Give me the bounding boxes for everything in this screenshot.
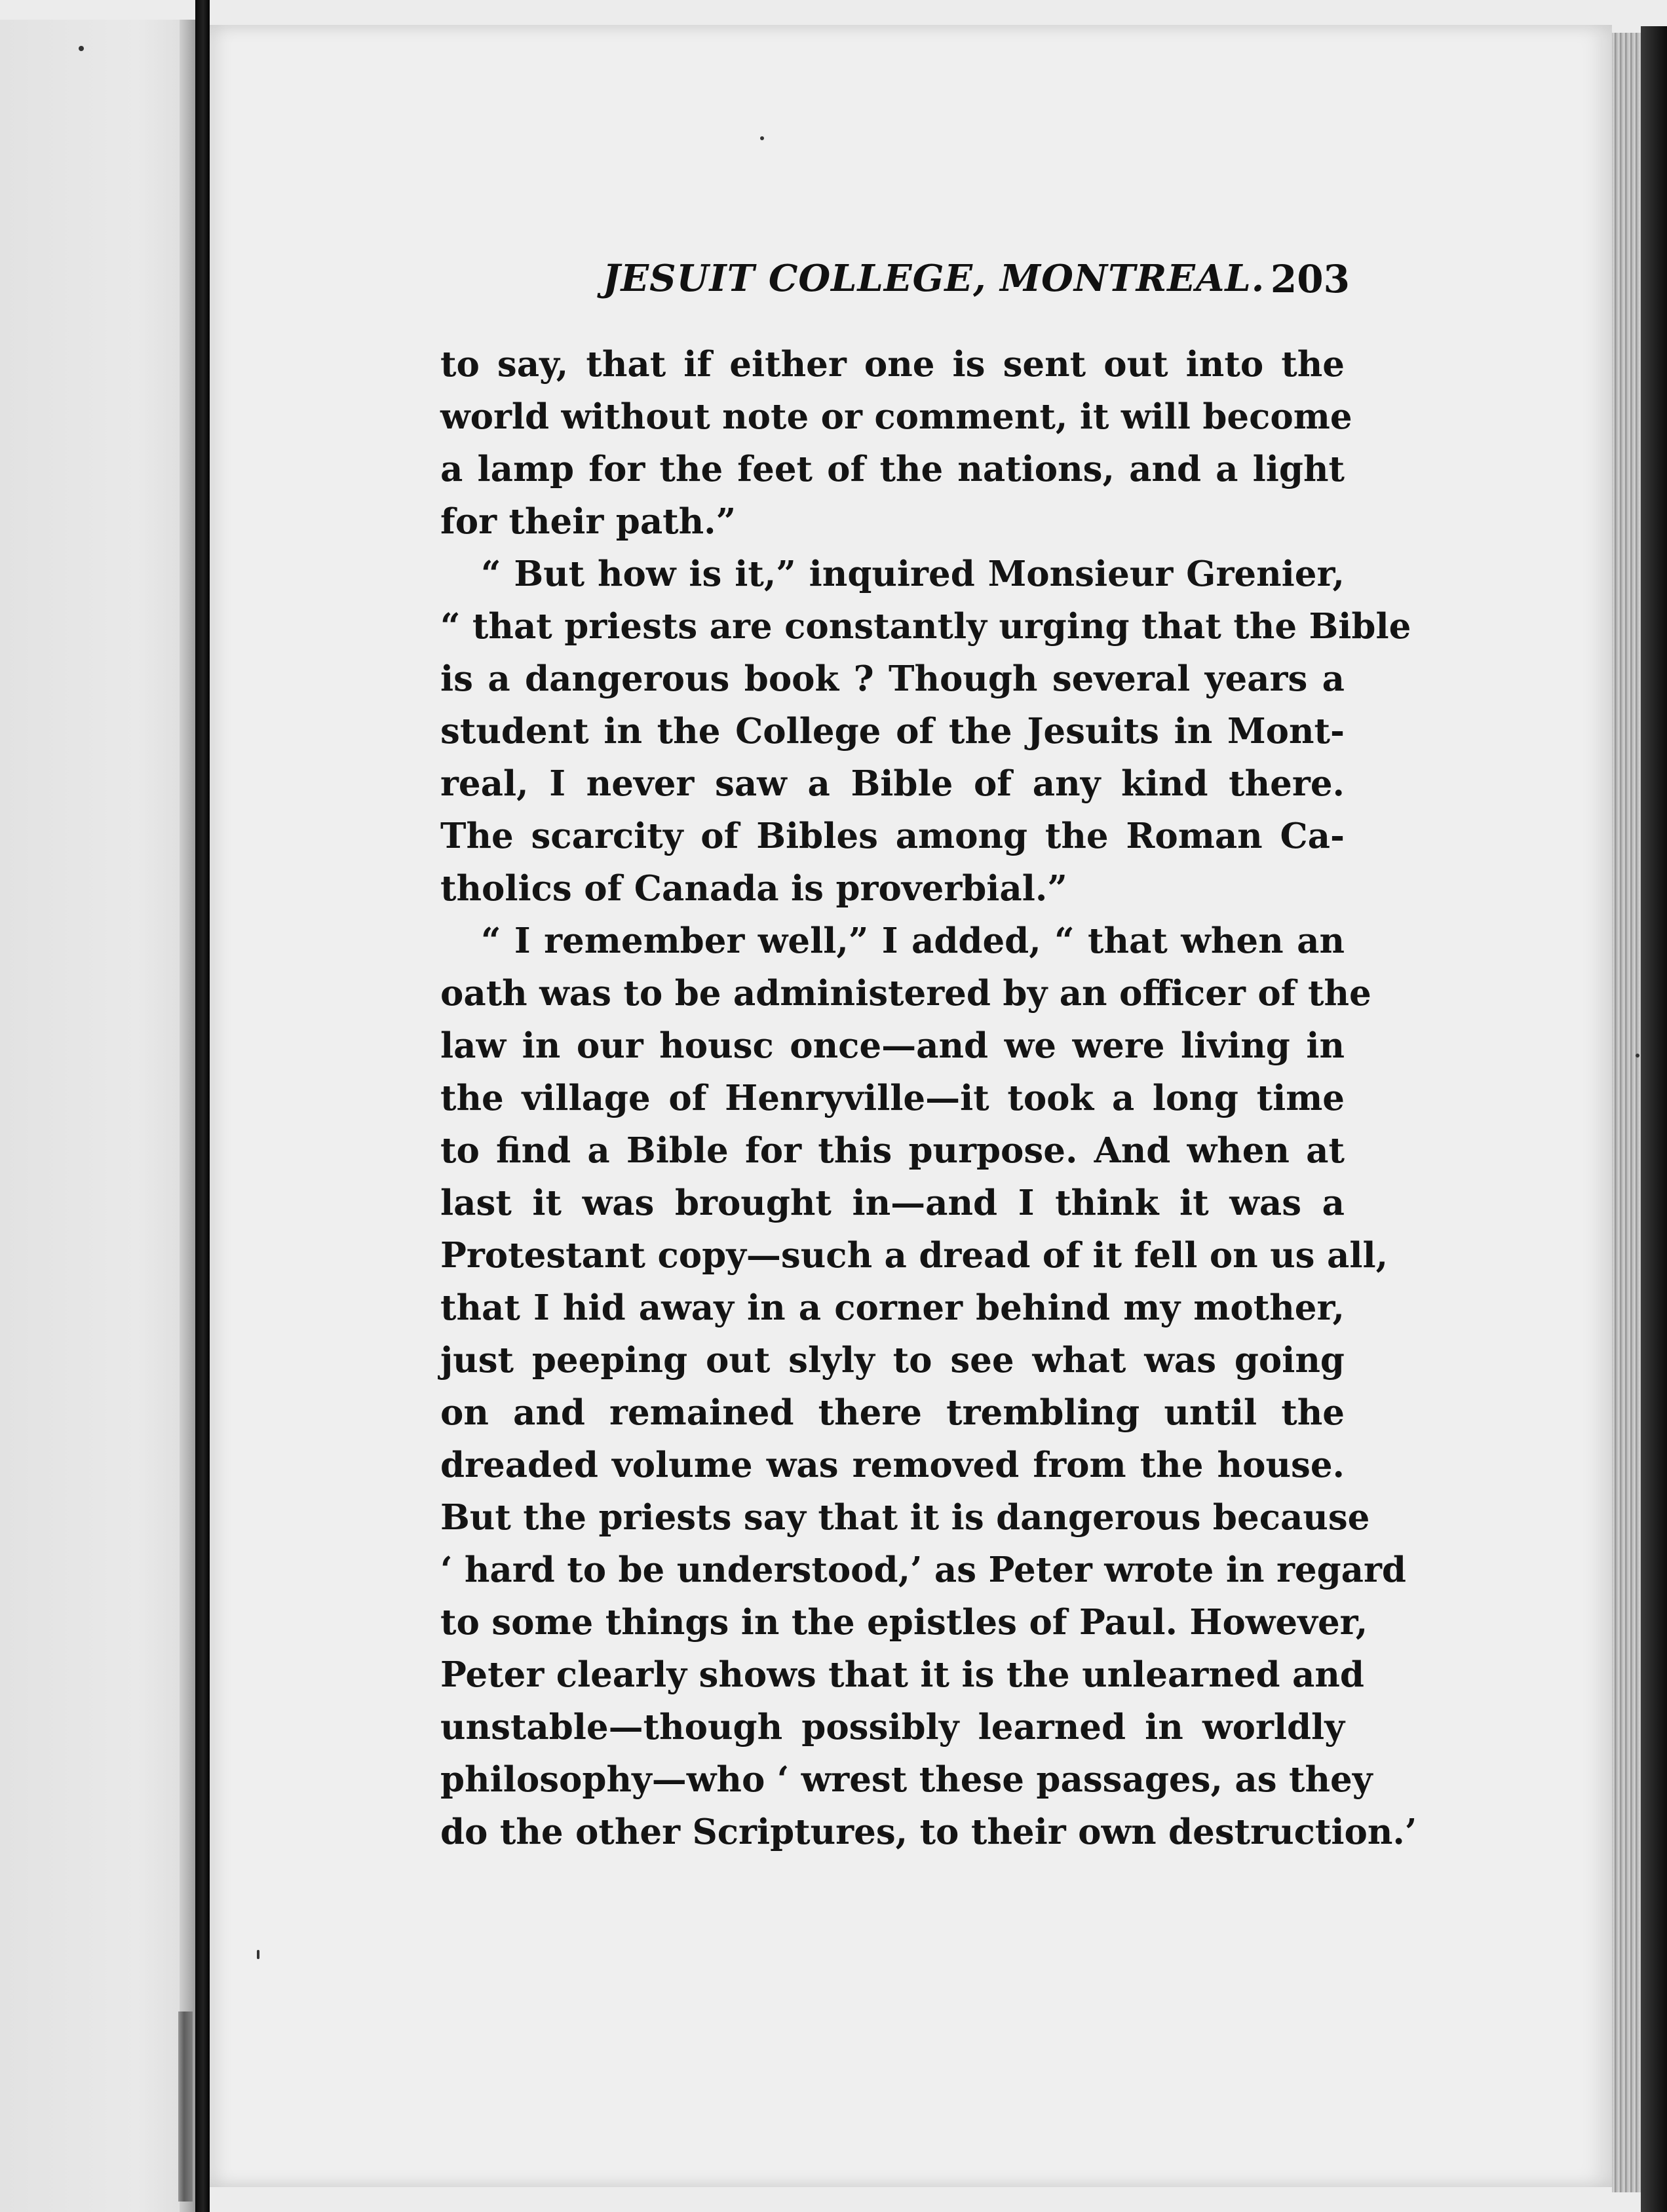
text-line: dreaded volume was removed from the house.: [440, 1445, 1345, 1485]
text-line: Peter clearly shows that it is the unlearned and: [440, 1654, 1364, 1695]
text-line: the village of Henryville—it took a long time: [440, 1078, 1345, 1118]
text-line: oath was to be administered by an officer of the: [440, 973, 1371, 1014]
book-binding: [195, 0, 210, 2212]
text-line: do the other Scriptures, to their own destruction.’: [440, 1812, 1417, 1852]
ink-speck: [1636, 1054, 1639, 1058]
text-line: to some things in the epistles of Paul. However,: [440, 1602, 1368, 1643]
text-line: just peeping out slyly to see what was going: [440, 1340, 1345, 1381]
running-title: JESUIT COLLEGE, MONTREAL.: [603, 257, 1265, 300]
binding-tear: [178, 2012, 193, 2202]
text-line: on and remained there trembling until the: [440, 1392, 1345, 1433]
text-line: unstable—though possibly learned in worldly: [440, 1707, 1345, 1747]
text-line: philosophy—who ‘ wrest these passages, as they: [440, 1759, 1373, 1800]
text-line: “ I remember well,” I added, “ that when an: [481, 921, 1345, 961]
text-line: tholics of Canada is proverbial.”: [440, 868, 1067, 909]
book-cover-edge: [1641, 26, 1667, 2212]
text-line: “ But how is it,” inquired Monsieur Grenier,: [481, 554, 1345, 594]
text-line: is a dangerous book ? Though several years a: [440, 658, 1345, 699]
text-line: last it was brought in—and I think it was a: [440, 1183, 1345, 1223]
text-line: Protestant copy—such a dread of it fell on us all,: [440, 1235, 1389, 1276]
text-line: But the priests say that it is dangerous because: [440, 1497, 1370, 1538]
previous-page-edge: [0, 20, 197, 2212]
text-line: for their path.”: [440, 501, 737, 542]
text-line: ‘ hard to be understood,’ as Peter wrote in regard: [440, 1550, 1406, 1590]
text-line: a lamp for the feet of the nations, and a light: [440, 449, 1345, 489]
ink-speck: [257, 1950, 259, 1959]
text-line: world without note or comment, it will become: [440, 396, 1352, 437]
text-line: The scarcity of Bibles among the Roman Ca-: [440, 816, 1345, 856]
text-line: “ that priests are constantly urging that the Bible: [440, 606, 1411, 647]
text-line: that I hid away in a corner behind my mother,: [440, 1287, 1345, 1328]
body-text: [440, 338, 1417, 1858]
text-line: student in the College of the Jesuits in Mont-: [440, 711, 1345, 752]
text-line: to find a Bible for this purpose. And when at: [440, 1130, 1345, 1171]
text-line: to say, that if either one is sent out into the: [440, 344, 1345, 385]
page-edges: [1612, 33, 1641, 2192]
ink-speck: [760, 136, 764, 140]
ink-speck: [79, 46, 84, 51]
text-line: real, I never saw a Bible of any kind there.: [440, 763, 1345, 804]
page-number: 203: [1270, 257, 1350, 301]
gutter-shadow: [180, 20, 197, 2212]
page-header: [387, 257, 1350, 309]
text-line: law in our housc once—and we were living in: [440, 1025, 1345, 1066]
